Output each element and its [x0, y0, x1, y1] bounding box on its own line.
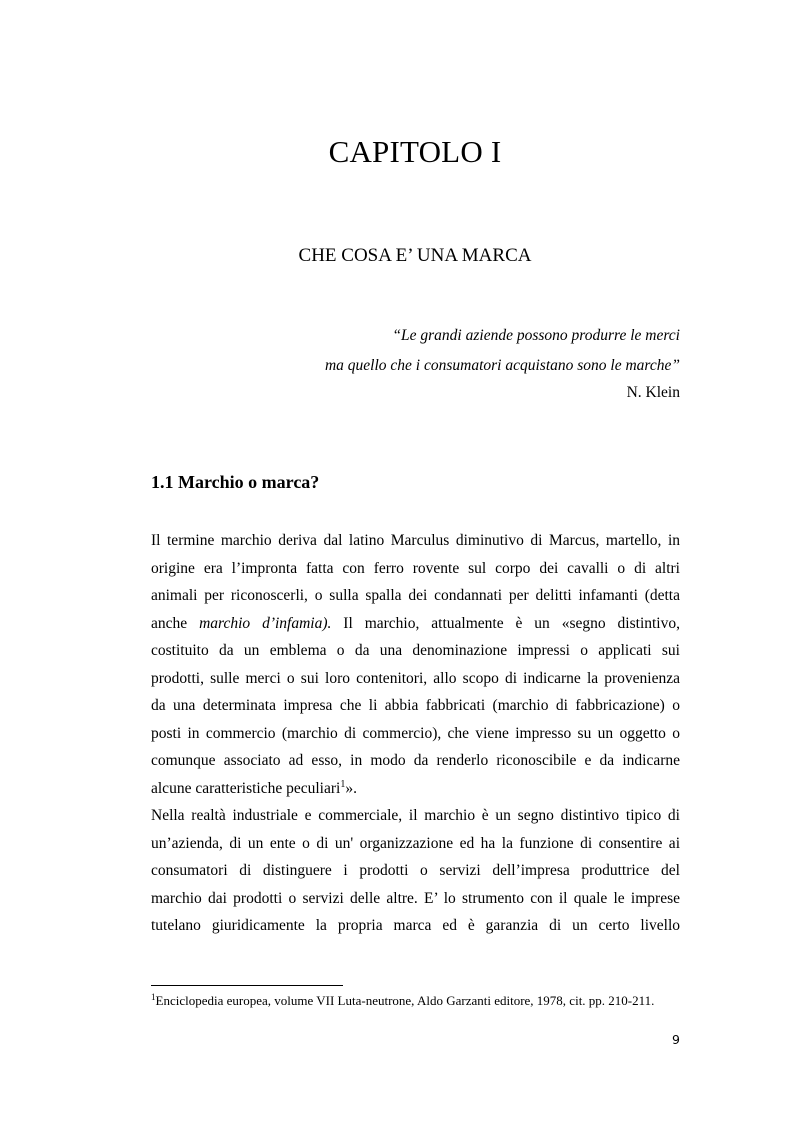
paragraph-2-line: marchio dai prodotti o servizi delle altre. E’ lo strumento con il quale le imprese	[151, 890, 680, 907]
paragraph-text: alcune caratteristiche peculiari	[151, 780, 341, 797]
epigraph-line-2: ma quello che i consumatori acquistano sono le marche”	[324, 357, 680, 374]
italic-term: marchio d’infamia).	[199, 615, 332, 632]
footnote-text: Enciclopedia europea, volume VII Luta-neutrone, Aldo Garzanti editore, 1978, cit. pp. 210-211.	[155, 993, 655, 1008]
paragraph-1-line: posti in commercio (marchio di commercio), che viene impresso su un oggetto o	[151, 725, 680, 742]
paragraph-1-line: origine era l’impronta fatta con ferro rovente sul corpo dei cavalli o di altri	[151, 560, 680, 577]
paragraph-text: ».	[345, 780, 357, 797]
paragraph-1-line	[151, 614, 680, 634]
paragraph-1-line: Il termine marchio deriva dal latino Marculus diminutivo di Marcus, martello, in	[151, 532, 680, 549]
paragraph-1-line: comunque associato ad esso, in modo da renderlo riconoscibile e da indicarne	[151, 752, 680, 769]
footnote	[151, 993, 711, 1009]
footnote-marker: 1	[151, 992, 156, 1002]
paragraph-text: anche	[151, 615, 200, 632]
paragraph-1-line: costituito da un emblema o da una denominazione impressi o applicati sui	[151, 642, 680, 659]
page-number: 9	[672, 1032, 680, 1047]
epigraph-line-1: “Le grandi aziende possono produrre le merci	[392, 327, 680, 344]
paragraph-2-line: tutelano giuridicamente la propria marca ed è garanzia di un certo livello	[151, 917, 680, 934]
paragraph-1-line: animali per riconoscerli, o sulla spalla dei condannati per delitti infamanti (detta	[151, 587, 680, 604]
chapter-title: CAPITOLO I	[328, 134, 502, 169]
section-heading: 1.1 Marchio o marca?	[151, 472, 320, 492]
paragraph-2-line: un’azienda, di un ente o di un' organizzazione ed ha la funzione di consentire ai	[151, 835, 680, 852]
epigraph-author: N. Klein	[626, 384, 680, 401]
paragraph-1-line: prodotti, sulle merci o sui loro contenitori, allo scopo di indicarne la provenienza	[151, 670, 680, 687]
paragraph-text: Il marchio, attualmente è un «segno distintivo,	[331, 615, 680, 632]
paragraph-2-line: consumatori di distinguere i prodotti o servizi dell’impresa produttrice del	[151, 862, 680, 879]
paragraph-2-line: Nella realtà industriale e commerciale, il marchio è un segno distintivo tipico di	[151, 807, 680, 824]
footnote-reference[interactable]: 1	[340, 779, 346, 790]
footnote-divider	[151, 985, 343, 986]
paragraph-1-line: da una determinata impresa che li abbia fabbricati (marchio di fabbricazione) o	[151, 697, 680, 714]
paragraph-1-line	[151, 779, 680, 799]
chapter-subtitle: CHE COSA E’ UNA MARCA	[298, 245, 532, 266]
